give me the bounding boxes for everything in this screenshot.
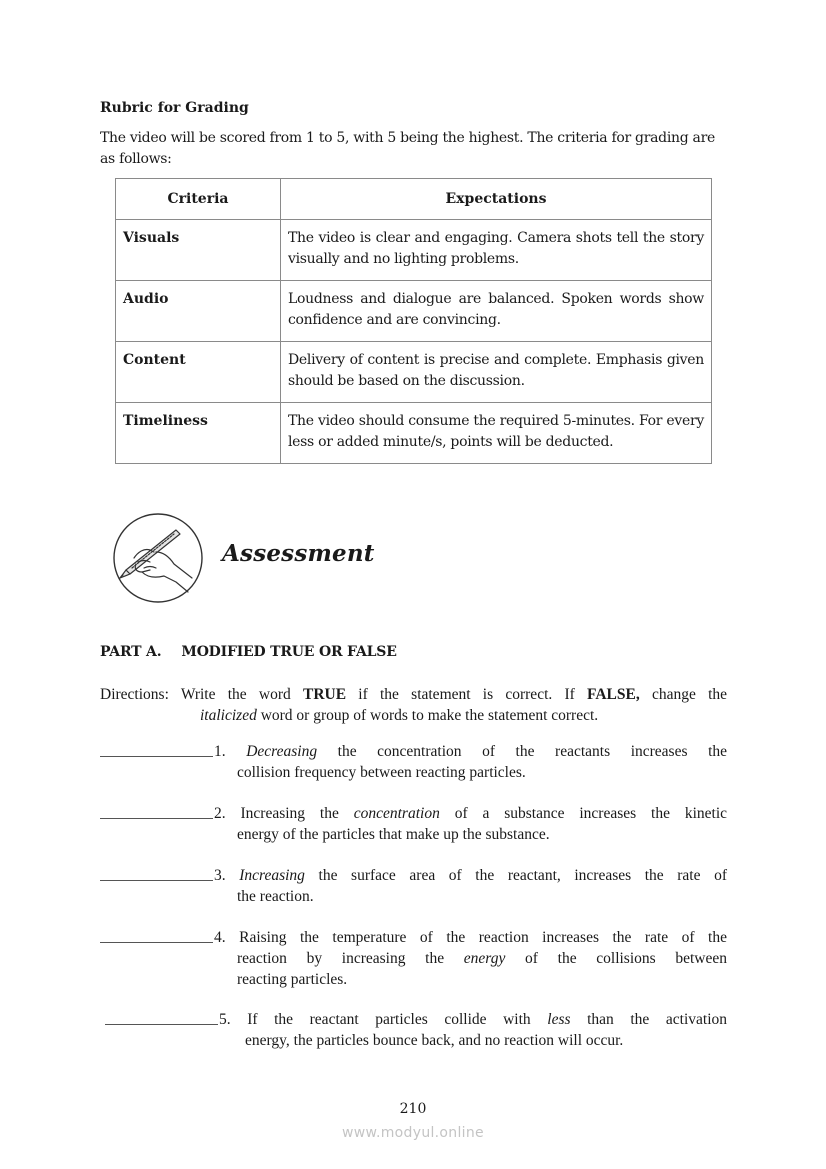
question-item (100, 927, 727, 990)
item-italic-text: concentration (353, 805, 440, 822)
answer-blank[interactable] (100, 741, 213, 757)
expectation-cell: Delivery of content is precise and complete. Emphasis given should be based on the discussion. (281, 342, 712, 403)
table-row (116, 220, 712, 281)
criteria-cell: Audio (116, 281, 281, 342)
directions-prefix: Directions: Write the word (100, 686, 303, 703)
expectation-cell: Loudness and dialogue are balanced. Spoken words show confidence and are convincing. (281, 281, 712, 342)
answer-blank[interactable] (105, 1009, 218, 1025)
question-item (105, 1009, 727, 1051)
item-italic-text: less (547, 1011, 571, 1028)
watermark: www.modyul.online (342, 1125, 484, 1141)
table-row (116, 403, 712, 464)
item-continuation: energy, the particles bounce back, and no reaction will occur. (245, 1032, 624, 1049)
question-item (100, 803, 727, 845)
directions-suffix: change the (639, 686, 728, 703)
directions-middle: if the statement is correct. If (346, 686, 588, 703)
column-header-criteria: Criteria (116, 179, 281, 220)
item-continuation: collision frequency between reacting particles. (237, 764, 526, 781)
item-number: 5. (219, 1011, 231, 1028)
answer-blank[interactable] (100, 865, 213, 881)
item-continuation: energy of the particles that make up the substance. (237, 826, 550, 843)
table-header-row (116, 179, 712, 220)
item-text: of a substance increases the kinetic (439, 805, 728, 822)
answer-blank[interactable] (100, 927, 213, 943)
item-continuation (100, 948, 727, 969)
item-continuation: the reaction. (237, 888, 314, 905)
table-row (116, 342, 712, 403)
page-number: 210 (399, 1101, 427, 1117)
criteria-cell: Visuals (116, 220, 281, 281)
item-number: 3. (214, 867, 226, 884)
directions-true-word: TRUE (302, 686, 347, 703)
expectation-cell: The video should consume the required 5-minutes. For every less or added minute/s, points will be deducted. (281, 403, 712, 464)
item-italic-text: Decreasing (246, 743, 318, 760)
item-italic-text: Increasing (239, 867, 305, 884)
rubric-heading: Rubric for Grading (100, 100, 249, 116)
column-header-expectations: Expectations (281, 179, 712, 220)
answer-blank[interactable] (100, 803, 213, 819)
directions-italic-word: italicized (200, 707, 257, 724)
item-text: of the collisions between (505, 950, 727, 967)
item-text: the concentration of the reactants increases the (317, 743, 728, 760)
rubric-intro: The video will be scored from 1 to 5, with 5 being the highest. The criteria for grading are as follows: (100, 130, 715, 167)
assessment-title: Assessment (222, 540, 375, 567)
item-text: Raising the temperature of the reaction increases the rate of the (239, 929, 727, 946)
part-a-label: PART A. (100, 644, 162, 660)
criteria-cell: Timeliness (116, 403, 281, 464)
question-item (100, 865, 727, 907)
directions-line2: word or group of words to make the statement correct. (256, 707, 599, 724)
item-text: Increasing the (240, 805, 354, 822)
criteria-cell: Content (116, 342, 281, 403)
hand-writing-pencil-icon (112, 512, 204, 604)
item-text: the surface area of the reactant, increases the rate of (304, 867, 727, 884)
table-row (116, 281, 712, 342)
item-continuation: reacting particles. (237, 971, 348, 988)
directions (100, 684, 727, 726)
expectation-cell: The video is clear and engaging. Camera shots tell the story visually and no lighting problems. (281, 220, 712, 281)
question-item (100, 741, 727, 783)
item-number: 4. (214, 929, 226, 946)
item-number: 2. (214, 805, 226, 822)
item-text: reaction by increasing the (237, 950, 464, 967)
item-text: If the reactant particles collide with (247, 1011, 548, 1028)
part-a-heading (100, 644, 397, 660)
directions-false-word: FALSE, (587, 686, 640, 703)
part-a-title: MODIFIED TRUE OR FALSE (181, 644, 397, 660)
item-text: than the activation (570, 1011, 728, 1028)
item-number: 1. (214, 743, 226, 760)
rubric-table (115, 178, 712, 464)
item-italic-text: energy (463, 950, 506, 967)
